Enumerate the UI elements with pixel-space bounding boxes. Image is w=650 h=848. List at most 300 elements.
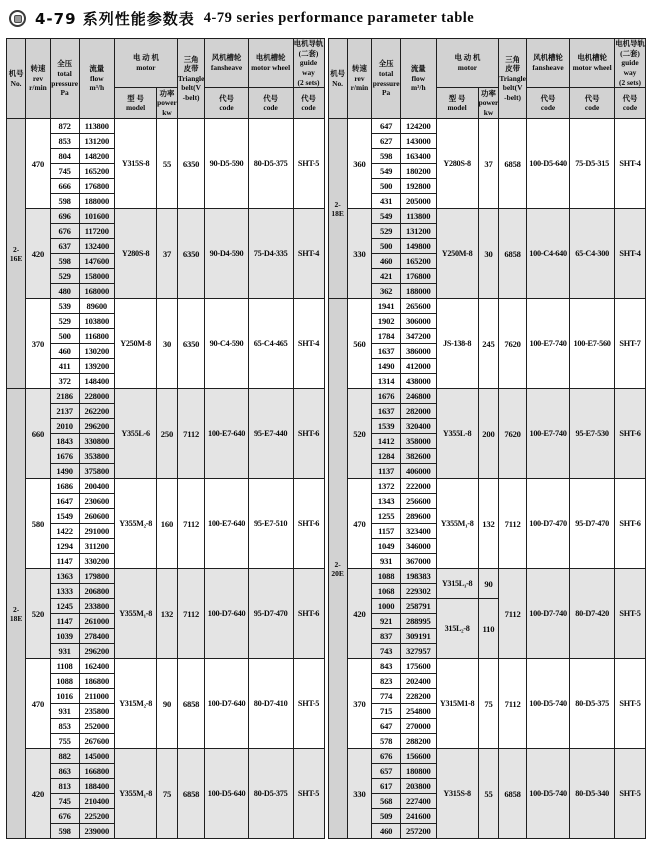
fansheave-code-cell: 100-D7-740 xyxy=(526,569,569,659)
col-header-code-line: code xyxy=(540,103,556,113)
machine-no-cell: 2-16E xyxy=(7,119,26,389)
col-header-model-line: 型 号 xyxy=(127,93,144,103)
col-header-code-line: 代号 xyxy=(584,93,600,103)
flow-cell: 228200 xyxy=(401,689,437,704)
header-row-1 xyxy=(328,39,646,88)
belt-cell: 6858 xyxy=(499,119,527,209)
motor-power-cell: 250 xyxy=(157,389,178,479)
table-row xyxy=(328,299,646,314)
flow-cell: 143000 xyxy=(401,134,437,149)
pressure-cell: 529 xyxy=(50,269,79,284)
pressure-cell: 1068 xyxy=(372,584,401,599)
rev-cell: 420 xyxy=(347,569,372,659)
pressure-cell: 1294 xyxy=(50,539,79,554)
motor-power-cell: 200 xyxy=(478,389,499,479)
pressure-cell: 872 xyxy=(50,119,79,134)
fansheave-code-cell: 100-D5-640 xyxy=(526,119,569,209)
flow-cell: 282000 xyxy=(401,404,437,419)
col-header-rev xyxy=(26,39,51,119)
flow-cell: 412000 xyxy=(401,359,437,374)
pressure-cell: 1422 xyxy=(50,524,79,539)
pressure-cell: 774 xyxy=(372,689,401,704)
table-row xyxy=(328,569,646,584)
motor-model-cell: Y280S-8 xyxy=(436,119,478,209)
col-header-fansheave-line: fansheave xyxy=(210,63,243,73)
pressure-cell: 1147 xyxy=(50,554,79,569)
col-header-guideway-line: guide xyxy=(299,58,318,68)
motor-power-cell: 132 xyxy=(478,479,499,569)
flow-cell: 124200 xyxy=(401,119,437,134)
col-header-model-line: model xyxy=(125,103,146,113)
col-header-power xyxy=(157,88,178,119)
pressure-cell: 657 xyxy=(372,764,401,779)
flow-cell: 375800 xyxy=(79,464,115,479)
table-row xyxy=(7,119,325,134)
belt-cell: 7112 xyxy=(499,569,527,659)
col-header-rev-line: 转速 xyxy=(352,64,367,74)
col-header-power-line: kw xyxy=(483,107,494,117)
pressure-cell: 755 xyxy=(50,734,79,749)
flow-cell: 278400 xyxy=(79,629,115,644)
flow-cell: 166800 xyxy=(79,764,115,779)
col-header-flow-line: flow xyxy=(90,73,104,83)
motorwheel-code-cell: 65-C4-300 xyxy=(570,209,615,299)
flow-cell: 289600 xyxy=(401,509,437,524)
pressure-cell: 1000 xyxy=(372,599,401,614)
col-header-code xyxy=(570,88,615,119)
pressure-cell: 1147 xyxy=(50,614,79,629)
belt-cell: 7112 xyxy=(499,659,527,749)
col-header-pressure-line: pressure xyxy=(372,78,400,88)
flow-cell: 117200 xyxy=(79,224,115,239)
flow-cell: 130200 xyxy=(79,344,115,359)
motor-model-cell: Y355M₁-8 xyxy=(115,749,157,839)
fansheave-code-cell: 100-E7-740 xyxy=(526,389,569,479)
col-header-code-line: code xyxy=(301,103,316,113)
col-header-machine-no-line: 机号 xyxy=(8,68,24,78)
guideway-code-cell: SHT-4 xyxy=(293,209,324,299)
col-header-power-line: kw xyxy=(162,107,172,117)
motor-model-cell: 315L₂-8 xyxy=(436,599,478,659)
col-header-motorwheel-line: 电机槽轮 xyxy=(255,53,286,63)
table-row xyxy=(7,659,325,674)
flow-cell: 235800 xyxy=(79,704,115,719)
rev-cell: 360 xyxy=(347,119,372,209)
col-header-power-line: 功率 xyxy=(159,88,175,98)
pressure-cell: 1539 xyxy=(372,419,401,434)
motor-power-cell: 132 xyxy=(157,569,178,659)
guideway-code-cell: SHT-5 xyxy=(615,659,646,749)
belt-cell: 6350 xyxy=(177,119,205,209)
flow-cell: 165200 xyxy=(401,254,437,269)
machine-no-cell: 2-18E xyxy=(328,119,347,299)
flow-cell: 382600 xyxy=(401,449,437,464)
flow-cell: 188000 xyxy=(79,194,115,209)
flow-cell: 267600 xyxy=(79,734,115,749)
col-header-model xyxy=(115,88,157,119)
col-header-flow xyxy=(401,39,437,119)
flow-cell: 270000 xyxy=(401,719,437,734)
col-header-motor-line: motor xyxy=(457,63,478,73)
motor-model-cell: Y355M₁-8 xyxy=(115,569,157,659)
pressure-cell: 647 xyxy=(372,719,401,734)
col-header-code xyxy=(248,88,293,119)
flow-cell: 323400 xyxy=(401,524,437,539)
flow-cell: 148400 xyxy=(79,374,115,389)
col-header-motor-line: motor xyxy=(136,63,156,73)
flow-cell: 296200 xyxy=(79,419,115,434)
table-row xyxy=(328,479,646,494)
flow-cell: 202400 xyxy=(401,674,437,689)
col-header-machine-no xyxy=(328,39,347,119)
motor-power-cell: 55 xyxy=(157,119,178,209)
col-header-belt-line: 皮带 xyxy=(505,64,520,74)
col-header-guideway-line: 电机导轨 xyxy=(615,39,645,48)
table-row xyxy=(7,569,325,584)
pressure-cell: 549 xyxy=(372,164,401,179)
pressure-cell: 509 xyxy=(372,809,401,824)
col-header-pressure-line: Pa xyxy=(382,88,391,98)
col-header-code-line: code xyxy=(584,103,600,113)
flow-cell: 222000 xyxy=(401,479,437,494)
pressure-cell: 1637 xyxy=(372,344,401,359)
tables-container xyxy=(6,38,646,839)
motorwheel-code-cell: 95-D7-470 xyxy=(248,569,293,659)
flow-cell: 288200 xyxy=(401,734,437,749)
pressure-cell: 1843 xyxy=(50,434,79,449)
col-header-pressure-line: total xyxy=(57,68,72,78)
table-row xyxy=(328,749,646,764)
flow-cell: 330200 xyxy=(79,554,115,569)
pressure-cell: 529 xyxy=(50,314,79,329)
rev-cell: 470 xyxy=(26,119,51,209)
pressure-cell: 1343 xyxy=(372,494,401,509)
col-header-motorwheel-line: motor wheel xyxy=(251,63,291,73)
motorwheel-code-cell: 80-D5-375 xyxy=(570,659,615,749)
rev-cell: 470 xyxy=(347,479,372,569)
col-header-power xyxy=(478,88,499,119)
flow-cell: 311200 xyxy=(79,539,115,554)
pressure-cell: 666 xyxy=(50,179,79,194)
flow-cell: 260600 xyxy=(79,509,115,524)
flow-cell: 386000 xyxy=(401,344,437,359)
flow-cell: 149800 xyxy=(401,239,437,254)
pressure-cell: 1784 xyxy=(372,329,401,344)
col-header-code-line: 代号 xyxy=(263,93,278,103)
flow-cell: 327957 xyxy=(401,644,437,659)
pressure-cell: 837 xyxy=(372,629,401,644)
motor-model-cell: Y315M₂-8 xyxy=(115,659,157,749)
col-header-guideway-line: (2 sets) xyxy=(297,77,320,87)
pressure-cell: 804 xyxy=(50,149,79,164)
col-header-flow xyxy=(79,39,115,119)
pressure-cell: 843 xyxy=(372,659,401,674)
flow-cell: 228000 xyxy=(79,389,115,404)
fansheave-code-cell: 90-D5-590 xyxy=(205,119,248,209)
col-header-code-line: 代号 xyxy=(622,93,638,103)
fansheave-code-cell: 100-D7-470 xyxy=(526,479,569,569)
col-header-flow-line: m³/h xyxy=(89,83,105,93)
col-header-machine-no-line: 机号 xyxy=(330,68,345,78)
motor-power-cell: 37 xyxy=(157,209,178,299)
machine-no-cell: 2-20E xyxy=(328,299,347,839)
flow-cell: 165200 xyxy=(79,164,115,179)
flow-cell: 210400 xyxy=(79,794,115,809)
flow-cell: 211000 xyxy=(79,689,115,704)
motor-model-cell: JS-138-8 xyxy=(436,299,478,389)
table-row xyxy=(7,299,325,314)
col-header-fansheave-line: 风机槽轮 xyxy=(533,53,563,63)
rev-cell: 580 xyxy=(26,479,51,569)
motorwheel-code-cell: 80-D7-420 xyxy=(570,569,615,659)
pressure-cell: 696 xyxy=(50,209,79,224)
flow-cell: 257200 xyxy=(401,824,437,839)
title-english: 4-79 series performance parameter table xyxy=(203,10,475,26)
col-header-machine-no-line: No. xyxy=(10,78,22,88)
pressure-cell: 598 xyxy=(50,194,79,209)
pressure-cell: 1049 xyxy=(372,539,401,554)
col-header-flow-line: 流量 xyxy=(410,64,426,74)
flow-cell: 258791 xyxy=(401,599,437,614)
flow-cell: 262200 xyxy=(79,404,115,419)
guideway-code-cell: SHT-4 xyxy=(293,299,324,389)
col-header-fansheave xyxy=(526,39,569,88)
col-header-power-line: 功率 xyxy=(481,88,496,98)
flow-cell: 309191 xyxy=(401,629,437,644)
motor-power-cell: 110 xyxy=(478,599,499,659)
guideway-code-cell: SHT-6 xyxy=(293,569,324,659)
flow-cell: 103800 xyxy=(79,314,115,329)
flow-cell: 145000 xyxy=(79,749,115,764)
flow-cell: 168000 xyxy=(79,284,115,299)
motor-power-cell: 75 xyxy=(157,749,178,839)
pressure-cell: 1941 xyxy=(372,299,401,314)
col-header-belt-line: -belt) xyxy=(504,93,521,102)
flow-cell: 113800 xyxy=(401,209,437,224)
flow-cell: 186800 xyxy=(79,674,115,689)
motorwheel-code-cell: 100-E7-560 xyxy=(570,299,615,389)
rev-cell: 420 xyxy=(26,209,51,299)
flow-cell: 225200 xyxy=(79,809,115,824)
belt-cell: 6350 xyxy=(177,299,205,389)
pressure-cell: 568 xyxy=(372,794,401,809)
rev-cell: 660 xyxy=(26,389,51,479)
col-header-rev-line: r/min xyxy=(350,83,369,93)
belt-cell: 7620 xyxy=(499,389,527,479)
pressure-cell: 1245 xyxy=(50,599,79,614)
rev-cell: 420 xyxy=(26,749,51,839)
pressure-cell: 813 xyxy=(50,779,79,794)
col-header-guideway-line: way xyxy=(623,67,637,77)
pressure-cell: 549 xyxy=(372,209,401,224)
col-header-code-line: code xyxy=(219,103,234,113)
flow-cell: 148200 xyxy=(79,149,115,164)
pressure-cell: 500 xyxy=(372,239,401,254)
col-header-belt-line: Triangle xyxy=(499,73,526,83)
col-header-belt xyxy=(499,39,527,119)
motorwheel-code-cell: 80-D7-410 xyxy=(248,659,293,749)
pressure-cell: 863 xyxy=(50,764,79,779)
belt-cell: 7112 xyxy=(499,479,527,569)
col-header-motorwheel-line: motor wheel xyxy=(572,63,612,73)
flow-cell: 176800 xyxy=(401,269,437,284)
flow-cell: 254800 xyxy=(401,704,437,719)
pressure-cell: 529 xyxy=(372,224,401,239)
pressure-cell: 1333 xyxy=(50,584,79,599)
col-header-rev-line: 转速 xyxy=(30,64,46,74)
performance-table-right xyxy=(328,38,647,839)
fansheave-code-cell: 100-D5-740 xyxy=(526,659,569,749)
flow-cell: 256600 xyxy=(401,494,437,509)
flow-cell: 353800 xyxy=(79,449,115,464)
col-header-code-line: 代号 xyxy=(219,93,234,103)
flow-cell: 139200 xyxy=(79,359,115,374)
rev-cell: 520 xyxy=(26,569,51,659)
pressure-cell: 1016 xyxy=(50,689,79,704)
pressure-cell: 715 xyxy=(372,704,401,719)
flow-cell: 261000 xyxy=(79,614,115,629)
flow-cell: 101600 xyxy=(79,209,115,224)
header-row-1 xyxy=(7,39,325,88)
guideway-code-cell: SHT-5 xyxy=(293,749,324,839)
flow-cell: 116800 xyxy=(79,329,115,344)
col-header-rev-line: r/min xyxy=(29,83,47,93)
pressure-cell: 1088 xyxy=(372,569,401,584)
col-header-motorwheel-line: 电机槽轮 xyxy=(577,53,607,63)
guideway-code-cell: SHT-6 xyxy=(293,479,324,569)
col-header-guideway-line: guide xyxy=(621,58,639,68)
motorwheel-code-cell: 80-D5-340 xyxy=(570,749,615,839)
pressure-cell: 637 xyxy=(50,239,79,254)
pressure-cell: 1284 xyxy=(372,449,401,464)
motor-power-cell: 75 xyxy=(478,659,499,749)
flow-cell: 200400 xyxy=(79,479,115,494)
col-header-pressure-line: total xyxy=(378,68,394,78)
pressure-cell: 1549 xyxy=(50,509,79,524)
table-row xyxy=(328,389,646,404)
flow-cell: 347200 xyxy=(401,329,437,344)
flow-cell: 131200 xyxy=(401,224,437,239)
motor-power-cell: 160 xyxy=(157,479,178,569)
flow-cell: 320400 xyxy=(401,419,437,434)
col-header-power-line: power xyxy=(157,98,177,108)
pressure-cell: 1902 xyxy=(372,314,401,329)
flow-cell: 132400 xyxy=(79,239,115,254)
fansheave-code-cell: 100-E7-640 xyxy=(205,389,248,479)
col-header-belt xyxy=(177,39,205,119)
flow-cell: 89600 xyxy=(79,299,115,314)
pressure-cell: 539 xyxy=(50,299,79,314)
fansheave-code-cell: 100-E7-740 xyxy=(526,299,569,389)
col-header-guideway-line: (二套) xyxy=(298,48,319,58)
motorwheel-code-cell: 95-E7-440 xyxy=(248,389,293,479)
flow-cell: 156600 xyxy=(401,749,437,764)
table-row xyxy=(7,749,325,764)
flow-cell: 158000 xyxy=(79,269,115,284)
pressure-cell: 627 xyxy=(372,134,401,149)
col-header-fansheave-line: fansheave xyxy=(532,63,564,73)
col-header-belt-line: 三角 xyxy=(505,54,520,64)
flow-cell: 205000 xyxy=(401,194,437,209)
flow-cell: 188000 xyxy=(401,284,437,299)
table-row xyxy=(7,209,325,224)
col-header-belt-line: -belt) xyxy=(182,93,200,102)
fansheave-code-cell: 100-D5-640 xyxy=(205,749,248,839)
motor-model-cell: Y250M-8 xyxy=(436,209,478,299)
motor-power-cell: 55 xyxy=(478,749,499,839)
pressure-cell: 598 xyxy=(50,824,79,839)
pressure-cell: 1412 xyxy=(372,434,401,449)
motorwheel-code-cell: 80-D5-375 xyxy=(248,749,293,839)
motorwheel-code-cell: 80-D5-375 xyxy=(248,119,293,209)
col-header-pressure-line: 全压 xyxy=(378,59,394,69)
pressure-cell: 931 xyxy=(372,554,401,569)
pressure-cell: 1686 xyxy=(50,479,79,494)
motor-power-cell: 245 xyxy=(478,299,499,389)
fansheave-code-cell: 100-D7-640 xyxy=(205,659,248,749)
pressure-cell: 853 xyxy=(50,719,79,734)
pressure-cell: 598 xyxy=(372,149,401,164)
belt-cell: 6858 xyxy=(177,749,205,839)
pressure-cell: 1363 xyxy=(50,569,79,584)
flow-cell: 241600 xyxy=(401,809,437,824)
left-table-slot xyxy=(6,38,325,839)
col-header-code-line: 代号 xyxy=(301,93,316,103)
bullet-inner-icon xyxy=(14,15,22,23)
pressure-cell: 1647 xyxy=(50,494,79,509)
col-header-model-line: 型 号 xyxy=(448,93,466,103)
flow-cell: 131200 xyxy=(79,134,115,149)
motorwheel-code-cell: 95-D7-470 xyxy=(570,479,615,569)
belt-cell: 6350 xyxy=(177,209,205,299)
right-table-slot xyxy=(328,38,647,839)
col-header-rev-line: rev xyxy=(32,73,44,83)
col-header-belt-line: Triangle xyxy=(177,73,205,83)
guideway-code-cell: SHT-5 xyxy=(615,569,646,659)
motor-power-cell: 37 xyxy=(478,119,499,209)
flow-cell: 367000 xyxy=(401,554,437,569)
belt-cell: 6858 xyxy=(499,209,527,299)
belt-cell: 6858 xyxy=(177,659,205,749)
flow-cell: 227400 xyxy=(401,794,437,809)
flow-cell: 163400 xyxy=(401,149,437,164)
pressure-cell: 853 xyxy=(50,134,79,149)
pressure-cell: 480 xyxy=(50,284,79,299)
col-header-code-line: 代号 xyxy=(540,93,556,103)
pressure-cell: 431 xyxy=(372,194,401,209)
pressure-cell: 1490 xyxy=(50,464,79,479)
motor-model-cell: Y315S-8 xyxy=(436,749,478,839)
rev-cell: 370 xyxy=(26,299,51,389)
flow-cell: 239000 xyxy=(79,824,115,839)
pressure-cell: 372 xyxy=(50,374,79,389)
col-header-belt-line: belt(V xyxy=(181,83,201,93)
pressure-cell: 411 xyxy=(50,359,79,374)
pressure-cell: 1157 xyxy=(372,524,401,539)
pressure-cell: 921 xyxy=(372,614,401,629)
performance-table-left xyxy=(6,38,325,839)
flow-cell: 330800 xyxy=(79,434,115,449)
pressure-cell: 460 xyxy=(372,824,401,839)
pressure-cell: 647 xyxy=(372,119,401,134)
col-header-guideway-line: (二套) xyxy=(620,48,640,58)
motor-power-cell: 30 xyxy=(157,299,178,389)
pressure-cell: 2186 xyxy=(50,389,79,404)
flow-cell: 288995 xyxy=(401,614,437,629)
pressure-cell: 1490 xyxy=(372,359,401,374)
flow-cell: 265600 xyxy=(401,299,437,314)
col-header-guideway-line: way xyxy=(302,67,315,77)
